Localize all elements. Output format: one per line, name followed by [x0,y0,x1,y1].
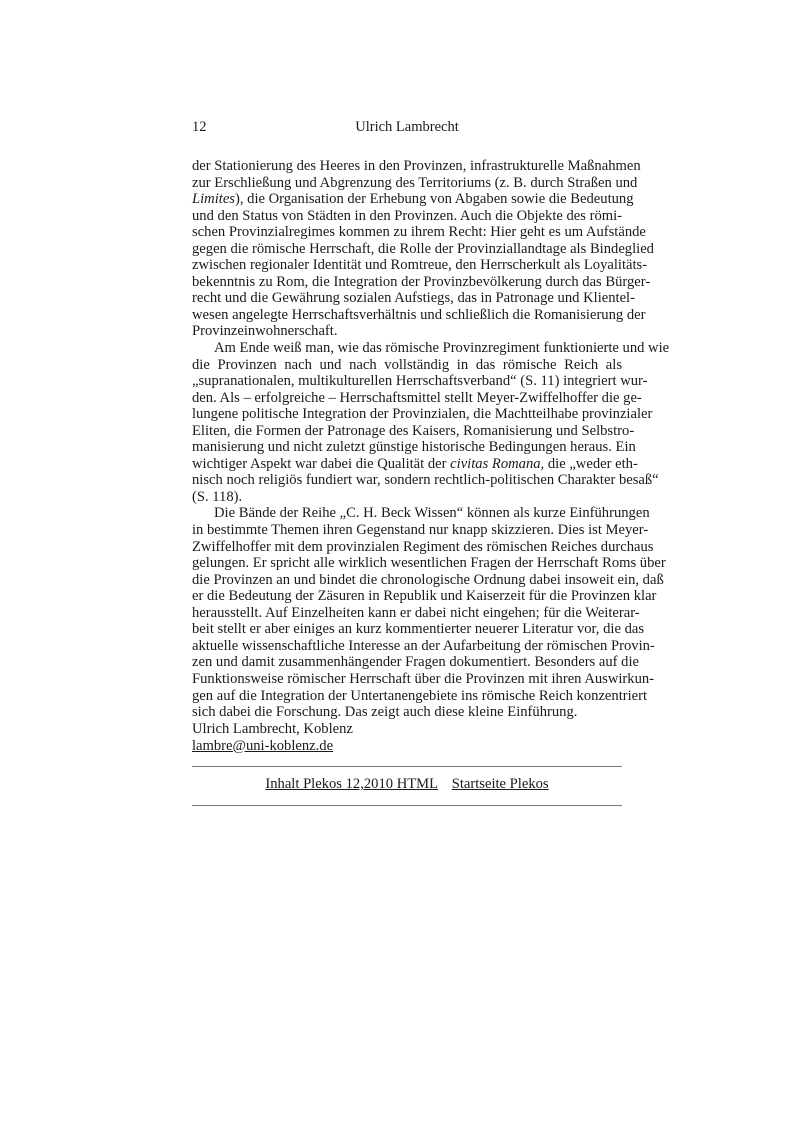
text-segment: wesen angelegte Herrschaftsverhältnis und schließlich die Romanisierung der [192,306,646,323]
text-segment: nisch noch religiös fundiert war, sondern rechtlich-politischen Charakter besaß“ [192,472,659,489]
text-segment: sich dabei die Forschung. Das zeigt auch diese kleine Einführung. [192,704,578,721]
text-line [192,373,648,390]
text-segment: gen auf die Integration der Untertanengebiete ins römische Reich konzentriert [192,687,648,704]
text-line [192,489,622,506]
text-segment: in bestimmte Themen ihren Gegenstand nur knapp skizzieren. Dies ist Meyer- [192,522,649,539]
text-line [192,208,622,225]
text-line [192,472,659,489]
home-link[interactable]: Startseite Plekos [451,776,549,792]
text-line [192,290,635,307]
text-segment: und den Status von Städten in den Provinzen. Auch die Objekte des römi- [192,207,623,224]
text-line [192,174,638,192]
signature-name: Ulrich Lambrecht, Koblenz [192,721,353,737]
text-line [192,621,645,638]
text-segment: die Provinzen an und bindet die chronologische Ordnung dabei insoweit ein, daß [192,571,664,588]
text-segment: lungene politische Integration der Provinzialen, die Machtteilhabe provinzialer [192,406,653,423]
divider-bottom [192,805,622,806]
text-segment: Zwiffelhoffer mit dem provinzialen Regiment des römischen Reiches durchaus [192,538,654,555]
text-segment: Am Ende weiß man, wie das römische Provinzregiment funktionierte und wie [214,340,670,357]
text-segment: Die Bände der Reihe „C. H. Beck Wissen“ können als kurze Einführungen [214,505,650,522]
text-line [192,670,655,688]
paragraph [192,505,666,721]
text-segment: gelungen. Er spricht alle wirklich wesentlichen Fragen der Herrschaft Roms über [192,555,666,572]
text-segment: ), die Organisation der Erhebung von Abgaben sowie die Bedeutung [234,191,634,208]
text-line [192,240,654,258]
signature [192,721,353,754]
text-segment: manisierung und nicht zuletzt günstige historische Bedingungen heraus. Ein [192,439,636,456]
text-segment: den. Als – erfolgreiche – Herrschaftsmittel stellt Meyer-Zwiffelhoffer die ge- [192,389,642,406]
text-line [192,505,650,522]
italic-text: civitas Romana, [450,455,545,472]
text-segment: die Provinzen nach und nach vollständig in das römische Reich als [192,356,622,373]
text-segment: zen und damit zusammenhängender Fragen dokumentiert. Besonders auf die [192,654,639,671]
text-segment: aktuelle wissenschaftliche Interesse an der Aufarbeitung der römischen Provin- [192,637,655,654]
text-segment: Funktionsweise römischer Herrschaft über die Provinzen mit ihren Auswirkun- [192,670,655,687]
text-line [192,273,651,291]
review-body [192,158,670,721]
text-segment: Eliten, die Formen der Patronage des Kaisers, Romanisierung und Selbstro- [192,422,635,439]
text-segment: beit stellt er aber einiges an kurz kommentierter neuerer Literatur vor, die das [192,621,645,638]
page-number: 12 [192,119,207,135]
text-line [192,224,646,241]
text-line [192,340,670,357]
text-segment: er die Bedeutung der Zäsuren in Republik und Kaiserzeit für die Provinzen klar [192,588,657,605]
text-line [192,687,648,705]
text-line [192,406,653,423]
text-line [192,522,649,539]
text-line [192,637,655,655]
text-line [192,654,639,671]
contents-link[interactable]: Inhalt Plekos 12,2010 HTML [265,776,439,792]
text-line [192,538,654,556]
text-line [192,389,642,407]
text-segment: schen Provinzialregimes kommen zu ihrem Recht: Hier geht es um Aufstände [192,224,646,241]
text-line [192,257,648,274]
email-link[interactable]: lambre@uni-koblenz.de [192,737,334,754]
text-segment: der Stationierung des Heeres in den Provinzen, infrastrukturelle Maßnahmen [192,158,641,174]
text-segment: zwischen regionaler Identität und Romtreue, den Herrscherkult als Loyalitäts- [192,257,648,274]
text-segment: (S. 118). [192,488,243,505]
text-line [192,571,664,589]
text-line [192,357,622,374]
text-segment: bekenntnis zu Rom, die Integration der Provinzbevölkerung durch das Bürger- [192,273,651,290]
header-author: Ulrich Lambrecht [355,119,459,135]
text-line [192,323,622,340]
text-segment: „supranationalen, multikulturellen Herrschaftsverband“ (S. 11) integriert wur- [192,373,648,390]
text-segment: Provinzeinwohnerschaft. [192,323,338,340]
paragraph [192,340,670,505]
text-segment: die „weder eth- [544,455,638,472]
text-line [192,158,641,175]
text-line [192,306,646,324]
paragraph [192,158,654,340]
divider-top [192,766,622,767]
text-line [192,555,666,572]
text-line [192,439,636,456]
text-line [192,191,634,208]
footer-nav [192,776,622,793]
text-segment: zur Erschließung und Abgrenzung des Territoriums (z. B. durch Straßen und [192,174,638,191]
text-segment: gegen die römische Herrschaft, die Rolle der Provinziallandtage als Bindeglied [192,240,654,257]
text-line [192,588,657,605]
text-line [192,455,638,473]
text-line [192,422,635,440]
text-line [192,704,622,721]
text-segment: herausstellt. Auf Einzelheiten kann er dabei nicht eingehen; für die Weiterar- [192,604,640,621]
text-segment: wichtiger Aspekt war dabei die Qualität der [192,455,451,472]
italic-text: Limites [192,191,235,208]
text-segment: recht und die Gewährung sozialen Aufstiegs, das in Patronage und Klientel- [192,290,635,307]
text-line [192,604,640,622]
